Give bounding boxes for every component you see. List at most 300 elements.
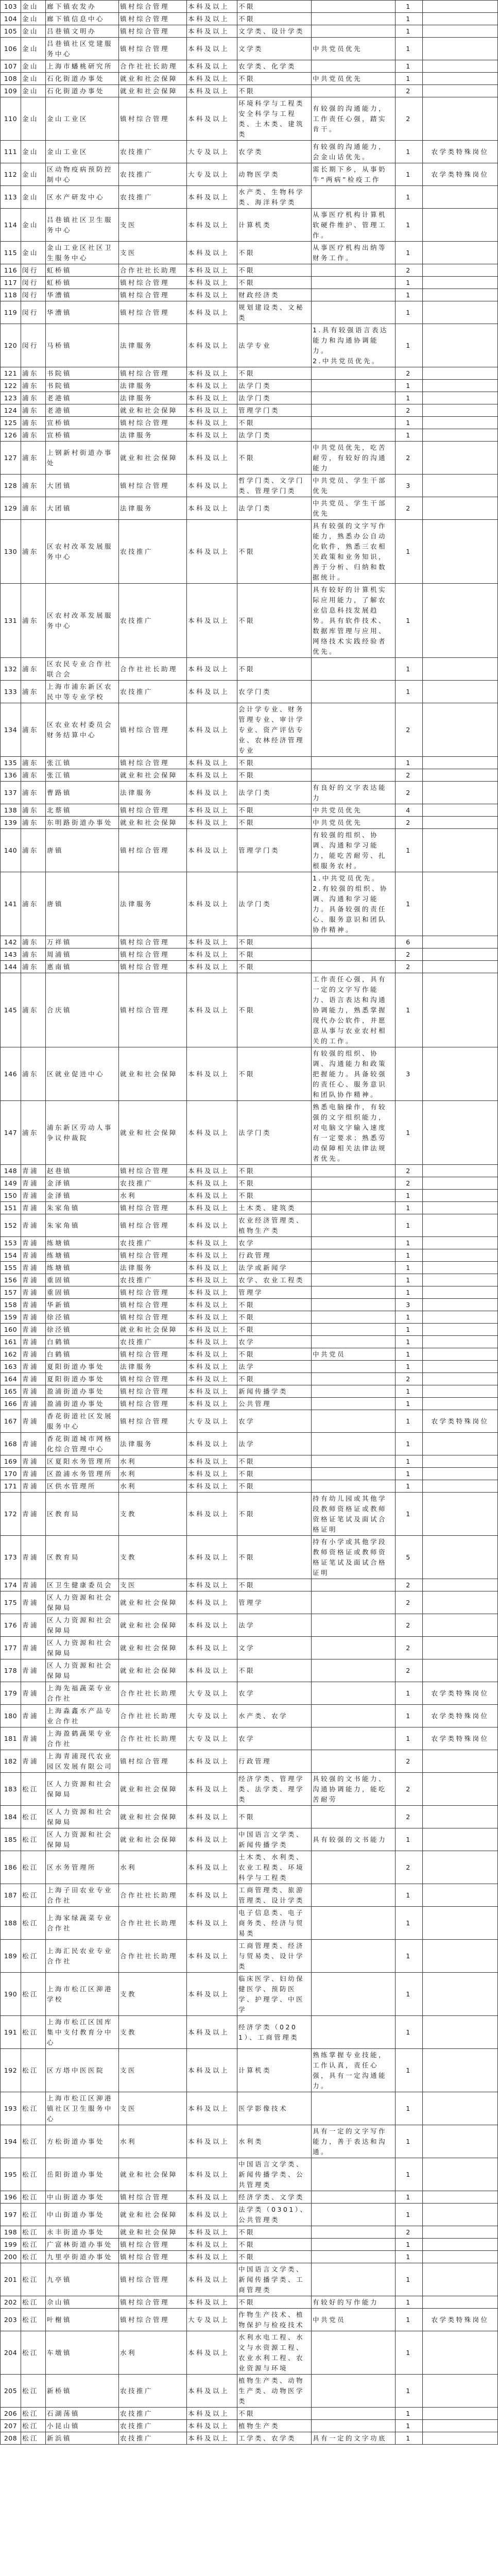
employer-unit-cell: 香花街道城市网格化综合管理中心 [46,1433,119,1455]
major-requirement-cell: 农学 [237,1410,312,1433]
table-body [1,1,498,2445]
education-requirement-cell: 本科及以上 [187,973,237,1047]
other-requirements-cell [312,1286,396,1299]
education-requirement-cell: 本科及以上 [187,1637,237,1659]
position-type-cell: 镇村综合管理 [119,1348,187,1361]
headcount-cell: 1 [396,2204,423,2226]
education-requirement-cell: 本科及以上 [187,417,237,429]
education-requirement-cell: 大专及以上 [187,1727,237,1750]
remarks-cell [423,1311,498,1324]
remarks-cell [423,2331,498,2375]
row-number-cell: 159 [1,1311,21,1324]
district-cell: 青浦 [21,1165,46,1177]
headcount-cell: 2 [396,948,423,961]
position-type-cell: 水利 [119,2331,187,2375]
row-number-cell: 173 [1,1536,21,1579]
table-row [1,961,498,973]
position-type-cell: 法律服务 [119,380,187,392]
education-requirement-cell: 本科及以上 [187,2420,237,2432]
employer-unit-cell: 石化街道办事处 [46,73,119,85]
row-number-cell: 143 [1,948,21,961]
district-cell: 浦东 [21,782,46,804]
education-requirement-cell: 本科及以上 [187,1468,237,1480]
row-number-cell: 177 [1,1637,21,1659]
remarks-cell [423,1750,498,1773]
major-requirement-cell: 水产类、生物科学类、海洋科学类 [237,186,312,209]
remarks-cell: 农学类特殊岗位 [423,1705,498,1727]
table-row [1,1940,498,1973]
other-requirements-cell [312,1311,396,1324]
education-requirement-cell: 本科及以上 [187,1190,237,1202]
row-number-cell: 183 [1,1773,21,1806]
table-row [1,474,498,497]
district-cell: 浦东 [21,380,46,392]
position-type-cell: 合作社社长助理 [119,1940,187,1973]
position-type-cell: 镇村综合管理 [119,703,187,757]
major-requirement-cell: 公共管理 [237,1398,312,1410]
other-requirements-cell [312,1727,396,1750]
major-requirement-cell: 不限 [237,1299,312,1311]
remarks-cell [423,829,498,872]
position-type-cell: 镇村综合管理 [119,804,187,817]
headcount-cell: 1 [396,1348,423,1361]
headcount-cell: 2 [396,264,423,277]
district-cell: 青浦 [21,1262,46,1274]
education-requirement-cell: 本科及以上 [187,817,237,829]
remarks-cell [423,782,498,804]
remarks-cell [423,2375,498,2408]
education-requirement-cell: 大专及以上 [187,1682,237,1705]
education-requirement-cell: 本科及以上 [187,1750,237,1773]
row-number-cell: 191 [1,2016,21,2049]
remarks-cell [423,85,498,97]
employer-unit-cell: 上海青浦现代农业园区发展有限公司 [46,1750,119,1773]
row-number-cell: 151 [1,1202,21,1214]
position-type-cell: 合作社社长助理 [119,658,187,681]
district-cell: 青浦 [21,1536,46,1579]
headcount-cell: 1 [396,209,423,242]
district-cell: 松江 [21,1806,46,1828]
education-requirement-cell: 本科及以上 [187,474,237,497]
education-requirement-cell: 本科及以上 [187,703,237,757]
position-type-cell: 就业和社会保障 [119,1047,187,1101]
education-requirement-cell: 本科及以上 [187,1480,237,1493]
remarks-cell [423,497,498,520]
headcount-cell: 4 [396,804,423,817]
row-number-cell: 139 [1,817,21,829]
row-number-cell: 137 [1,782,21,804]
education-requirement-cell: 本科及以上 [187,264,237,277]
position-type-cell: 农技推广 [119,2408,187,2420]
other-requirements-cell: 有较强的沟通能力，会金山话优先。 [312,141,396,163]
table-row [1,1727,498,1750]
remarks-cell [423,1262,498,1274]
remarks-cell [423,2296,498,2309]
other-requirements-cell: 中共党员优先 [312,38,396,60]
major-requirement-cell: 经济学类、文学类 [237,2191,312,2204]
headcount-cell: 1 [396,2296,423,2309]
other-requirements-cell [312,2375,396,2408]
district-cell: 浦东 [21,520,46,584]
row-number-cell: 140 [1,829,21,872]
major-requirement-cell: 植物生产类 [237,2420,312,2432]
other-requirements-cell: 从事医疗机构计算机软硬件维护、管理工作。 [312,209,396,242]
position-type-cell: 镇村综合管理 [119,38,187,60]
row-number-cell: 179 [1,1682,21,1705]
education-requirement-cell: 本科及以上 [187,1385,237,1398]
district-cell: 青浦 [21,1410,46,1433]
row-number-cell: 176 [1,1614,21,1637]
district-cell: 松江 [21,2204,46,2226]
table-row [1,367,498,380]
position-type-cell: 法律服务 [119,429,187,442]
headcount-cell: 1 [396,163,423,186]
major-requirement-cell: 不限 [237,973,312,1047]
remarks-cell [423,1614,498,1637]
employer-unit-cell: 宣桥镇 [46,417,119,429]
position-type-cell: 就业和社会保障 [119,817,187,829]
headcount-cell: 5 [396,1536,423,1579]
major-requirement-cell: 作物生产技术、植物保护与检疫技术 [237,2309,312,2331]
headcount-cell: 1 [396,973,423,1047]
district-cell: 浦东 [21,769,46,782]
education-requirement-cell: 本科及以上 [187,804,237,817]
table-row [1,1373,498,1385]
district-cell: 青浦 [21,1433,46,1455]
employer-unit-cell: 区水务管理所 [46,1851,119,1884]
education-requirement-cell: 本科及以上 [187,404,237,417]
other-requirements-cell [312,948,396,961]
remarks-cell [423,2204,498,2226]
employer-unit-cell: 周浦镇 [46,948,119,961]
remarks-cell [423,936,498,948]
major-requirement-cell: 行政管理 [237,1249,312,1262]
headcount-cell: 1 [396,1682,423,1705]
other-requirements-cell [312,1455,396,1468]
employer-unit-cell: 区人力资源和社会保障局 [46,1828,119,1851]
district-cell: 松江 [21,2049,46,2092]
table-row [1,973,498,1047]
major-requirement-cell: 工商管理类、经济与贸易类、设计学类 [237,1940,312,1973]
employer-unit-cell: 区人力资源和社会保障局 [46,1773,119,1806]
major-requirement-cell: 不限 [237,1480,312,1493]
major-requirement-cell: 管理学门类 [237,829,312,872]
remarks-cell [423,1249,498,1262]
other-requirements-cell [312,1705,396,1727]
major-requirement-cell: 管理学 [237,1286,312,1299]
other-requirements-cell [312,289,396,301]
education-requirement-cell: 本科及以上 [187,2092,237,2125]
employer-unit-cell: 区夏阳水务管理所 [46,1455,119,1468]
position-type-cell: 镇村综合管理 [119,301,187,324]
remarks-cell [423,1348,498,1361]
row-number-cell: 170 [1,1468,21,1480]
table-row [1,2191,498,2204]
row-number-cell: 200 [1,2251,21,2263]
row-number-cell: 181 [1,1727,21,1750]
education-requirement-cell: 本科及以上 [187,1165,237,1177]
employer-unit-cell: 上海盈鹤蔬果专业合作社 [46,1727,119,1750]
education-requirement-cell: 本科及以上 [187,1214,237,1237]
employer-unit-cell: 上海市浦东新区农民中等专业学校 [46,681,119,703]
other-requirements-cell [312,2092,396,2125]
education-requirement-cell: 本科及以上 [187,2331,237,2375]
other-requirements-cell: 具有较强的文书能力 [312,1828,396,1851]
row-number-cell: 192 [1,2049,21,2092]
remarks-cell [423,474,498,497]
district-cell: 松江 [21,1884,46,1907]
row-number-cell: 104 [1,13,21,25]
other-requirements-cell [312,1,396,13]
remarks-cell [423,1433,498,1455]
education-requirement-cell: 本科及以上 [187,936,237,948]
major-requirement-cell: 法学门类 [237,782,312,804]
row-number-cell: 160 [1,1324,21,1336]
position-type-cell: 镇村综合管理 [119,1410,187,1433]
table-row [1,264,498,277]
headcount-cell: 1 [396,2049,423,2092]
other-requirements-cell: 具有一定的文字功底 [312,2432,396,2445]
other-requirements-cell: 中共党员优先，吃苦耐劳，有较好的沟通能力 [312,442,396,474]
district-cell: 浦东 [21,367,46,380]
other-requirements-cell [312,1202,396,1214]
other-requirements-cell: 持有幼儿园或其他学段教师资格证或教师资格证笔试及面试合格证明 [312,1493,396,1536]
employer-unit-cell: 虹桥镇 [46,264,119,277]
other-requirements-cell [312,2158,396,2191]
position-type-cell: 镇村综合管理 [119,757,187,769]
table-row [1,520,498,584]
headcount-cell: 2 [396,1750,423,1773]
position-type-cell: 农技推广 [119,141,187,163]
row-number-cell: 133 [1,681,21,703]
employer-unit-cell: 虹桥镇 [46,277,119,289]
major-requirement-cell: 不限 [237,1659,312,1682]
table-row [1,681,498,703]
row-number-cell: 169 [1,1455,21,1468]
headcount-cell: 1 [396,1480,423,1493]
headcount-cell: 2 [396,961,423,973]
major-requirement-cell: 不限 [237,85,312,97]
education-requirement-cell: 本科及以上 [187,324,237,367]
headcount-cell: 1 [396,1727,423,1750]
education-requirement-cell: 本科及以上 [187,1047,237,1101]
major-requirement-cell: 不限 [237,2296,312,2309]
headcount-cell: 1 [396,38,423,60]
remarks-cell [423,38,498,60]
major-requirement-cell: 法学 [237,1433,312,1455]
position-type-cell: 镇村综合管理 [119,367,187,380]
education-requirement-cell: 本科及以上 [187,2016,237,2049]
district-cell: 金山 [21,38,46,60]
table-row [1,804,498,817]
row-number-cell: 152 [1,1214,21,1237]
education-requirement-cell: 本科及以上 [187,584,237,658]
row-number-cell: 123 [1,392,21,404]
employer-unit-cell: 唐镇 [46,829,119,872]
major-requirement-cell: 农学类、化学类 [237,60,312,73]
remarks-cell: 农学类特殊岗位 [423,141,498,163]
other-requirements-cell [312,1262,396,1274]
education-requirement-cell: 本科及以上 [187,1398,237,1410]
table-row [1,1468,498,1480]
row-number-cell: 138 [1,804,21,817]
other-requirements-cell [312,2263,396,2296]
district-cell: 青浦 [21,1468,46,1480]
other-requirements-cell: 1.中共党员优先。 2.有较强的组织、协调、沟通和学习能力。具备较强的责任心、服务意识和团队协作精神。 [312,872,396,936]
district-cell: 浦东 [21,817,46,829]
employer-unit-cell: 上海市松江区泖港学校 [46,1973,119,2016]
table-row [1,2239,498,2251]
position-type-cell: 就业和社会保障 [119,1324,187,1336]
other-requirements-cell [312,264,396,277]
other-requirements-cell: 有较强的组织、协调、沟通和学习能力，能吃苦耐劳、扎根服务农村。 [312,829,396,872]
other-requirements-cell [312,1373,396,1385]
major-requirement-cell: 不限 [237,658,312,681]
table-row [1,2251,498,2263]
district-cell: 松江 [21,2016,46,2049]
other-requirements-cell [312,1940,396,1973]
headcount-cell: 1 [396,2125,423,2158]
other-requirements-cell [312,1249,396,1262]
education-requirement-cell: 本科及以上 [187,681,237,703]
district-cell: 青浦 [21,1361,46,1373]
education-requirement-cell: 本科及以上 [187,1659,237,1682]
row-number-cell: 203 [1,2309,21,2331]
position-type-cell: 法律服务 [119,782,187,804]
remarks-cell [423,1907,498,1940]
table-row [1,1828,498,1851]
table-row [1,2420,498,2432]
position-type-cell: 就业和社会保障 [119,73,187,85]
position-type-cell: 水利 [119,1851,187,1884]
table-row [1,1536,498,1579]
position-type-cell: 合作社社长助理 [119,1907,187,1940]
other-requirements-cell: 有较好的写作能力 [312,2296,396,2309]
district-cell: 青浦 [21,1299,46,1311]
remarks-cell [423,872,498,936]
education-requirement-cell: 大专及以上 [187,141,237,163]
position-type-cell: 就业和社会保障 [119,1828,187,1851]
table-row [1,1410,498,1433]
headcount-cell: 1 [396,2432,423,2445]
employer-unit-cell: 区水产研发中心 [46,186,119,209]
table-row [1,948,498,961]
position-type-cell: 农技推广 [119,1177,187,1190]
table-row [1,1101,498,1165]
headcount-cell: 1 [396,2092,423,2125]
other-requirements-cell [312,2251,396,2263]
employer-unit-cell: 合庆镇 [46,973,119,1047]
employer-unit-cell: 廊下镇农发办 [46,1,119,13]
position-type-cell: 镇村综合管理 [119,97,187,141]
district-cell: 浦东 [21,973,46,1047]
table-row [1,1433,498,1455]
education-requirement-cell: 本科及以上 [187,289,237,301]
row-number-cell: 195 [1,2158,21,2191]
other-requirements-cell: 中共党员优先 [312,804,396,817]
table-row [1,2432,498,2445]
major-requirement-cell: 规划建设类、文秘类 [237,301,312,324]
table-row [1,1311,498,1324]
employer-unit-cell: 上海市松江区国库集中支付教育分中心 [46,2016,119,2049]
major-requirement-cell: 中国语言文学类、新闻传播学类、工商管理类 [237,2263,312,2296]
row-number-cell: 126 [1,429,21,442]
district-cell: 闵行 [21,324,46,367]
education-requirement-cell: 本科及以上 [187,1806,237,1828]
table-row [1,1705,498,1727]
employer-unit-cell: 吕巷镇社区卫生服务中心 [46,209,119,242]
employer-unit-cell: 张江镇 [46,757,119,769]
education-requirement-cell: 本科及以上 [187,2251,237,2263]
row-number-cell: 107 [1,60,21,73]
major-requirement-cell: 临床医学、妇幼保健医学、预防医学、护理学、中医学 [237,1973,312,2016]
education-requirement-cell: 本科及以上 [187,1373,237,1385]
major-requirement-cell: 农业经济管理类、植物生产类 [237,1214,312,1237]
table-row [1,1806,498,1828]
district-cell: 青浦 [21,1190,46,1202]
row-number-cell: 157 [1,1286,21,1299]
district-cell: 青浦 [21,1705,46,1727]
major-requirement-cell: 经济学类、管理学类、法学类、理学类 [237,1773,312,1806]
headcount-cell: 1 [396,2331,423,2375]
district-cell: 青浦 [21,1727,46,1750]
district-cell: 松江 [21,2375,46,2408]
education-requirement-cell: 大专及以上 [187,1410,237,1433]
remarks-cell: 农学类特殊岗位 [423,2309,498,2331]
other-requirements-cell [312,681,396,703]
education-requirement-cell: 本科及以上 [187,442,237,474]
table-row [1,1,498,13]
headcount-cell: 1 [396,1828,423,1851]
major-requirement-cell: 法学门类 [237,429,312,442]
employer-unit-cell: 金山工业区社区卫生服务中心 [46,242,119,264]
table-row [1,1262,498,1274]
row-number-cell: 122 [1,380,21,392]
other-requirements-cell: 中共党员 [312,1348,396,1361]
table-row [1,1637,498,1659]
remarks-cell [423,2408,498,2420]
remarks-cell [423,1177,498,1190]
district-cell: 松江 [21,2331,46,2375]
employer-unit-cell: 区农业农村委员会财务结算中心 [46,703,119,757]
education-requirement-cell: 本科及以上 [187,73,237,85]
education-requirement-cell: 本科及以上 [187,429,237,442]
remarks-cell [423,1806,498,1828]
district-cell: 浦东 [21,681,46,703]
education-requirement-cell: 本科及以上 [187,872,237,936]
table-row [1,277,498,289]
education-requirement-cell: 本科及以上 [187,520,237,584]
row-number-cell: 153 [1,1237,21,1249]
district-cell: 浦东 [21,474,46,497]
employer-unit-cell: 上海市蟠桃研究所 [46,60,119,73]
row-number-cell: 175 [1,1591,21,1614]
major-requirement-cell: 动物医学类 [237,163,312,186]
table-row [1,163,498,186]
row-number-cell: 204 [1,2331,21,2375]
row-number-cell: 161 [1,1336,21,1348]
row-number-cell: 118 [1,289,21,301]
other-requirements-cell [312,1385,396,1398]
row-number-cell: 186 [1,1851,21,1884]
headcount-cell: 1 [396,1190,423,1202]
employer-unit-cell: 华漕镇 [46,301,119,324]
row-number-cell: 207 [1,2420,21,2432]
employer-unit-cell: 张江镇 [46,769,119,782]
position-type-cell: 合作社社长助理 [119,60,187,73]
education-requirement-cell: 本科及以上 [187,1884,237,1907]
remarks-cell [423,277,498,289]
